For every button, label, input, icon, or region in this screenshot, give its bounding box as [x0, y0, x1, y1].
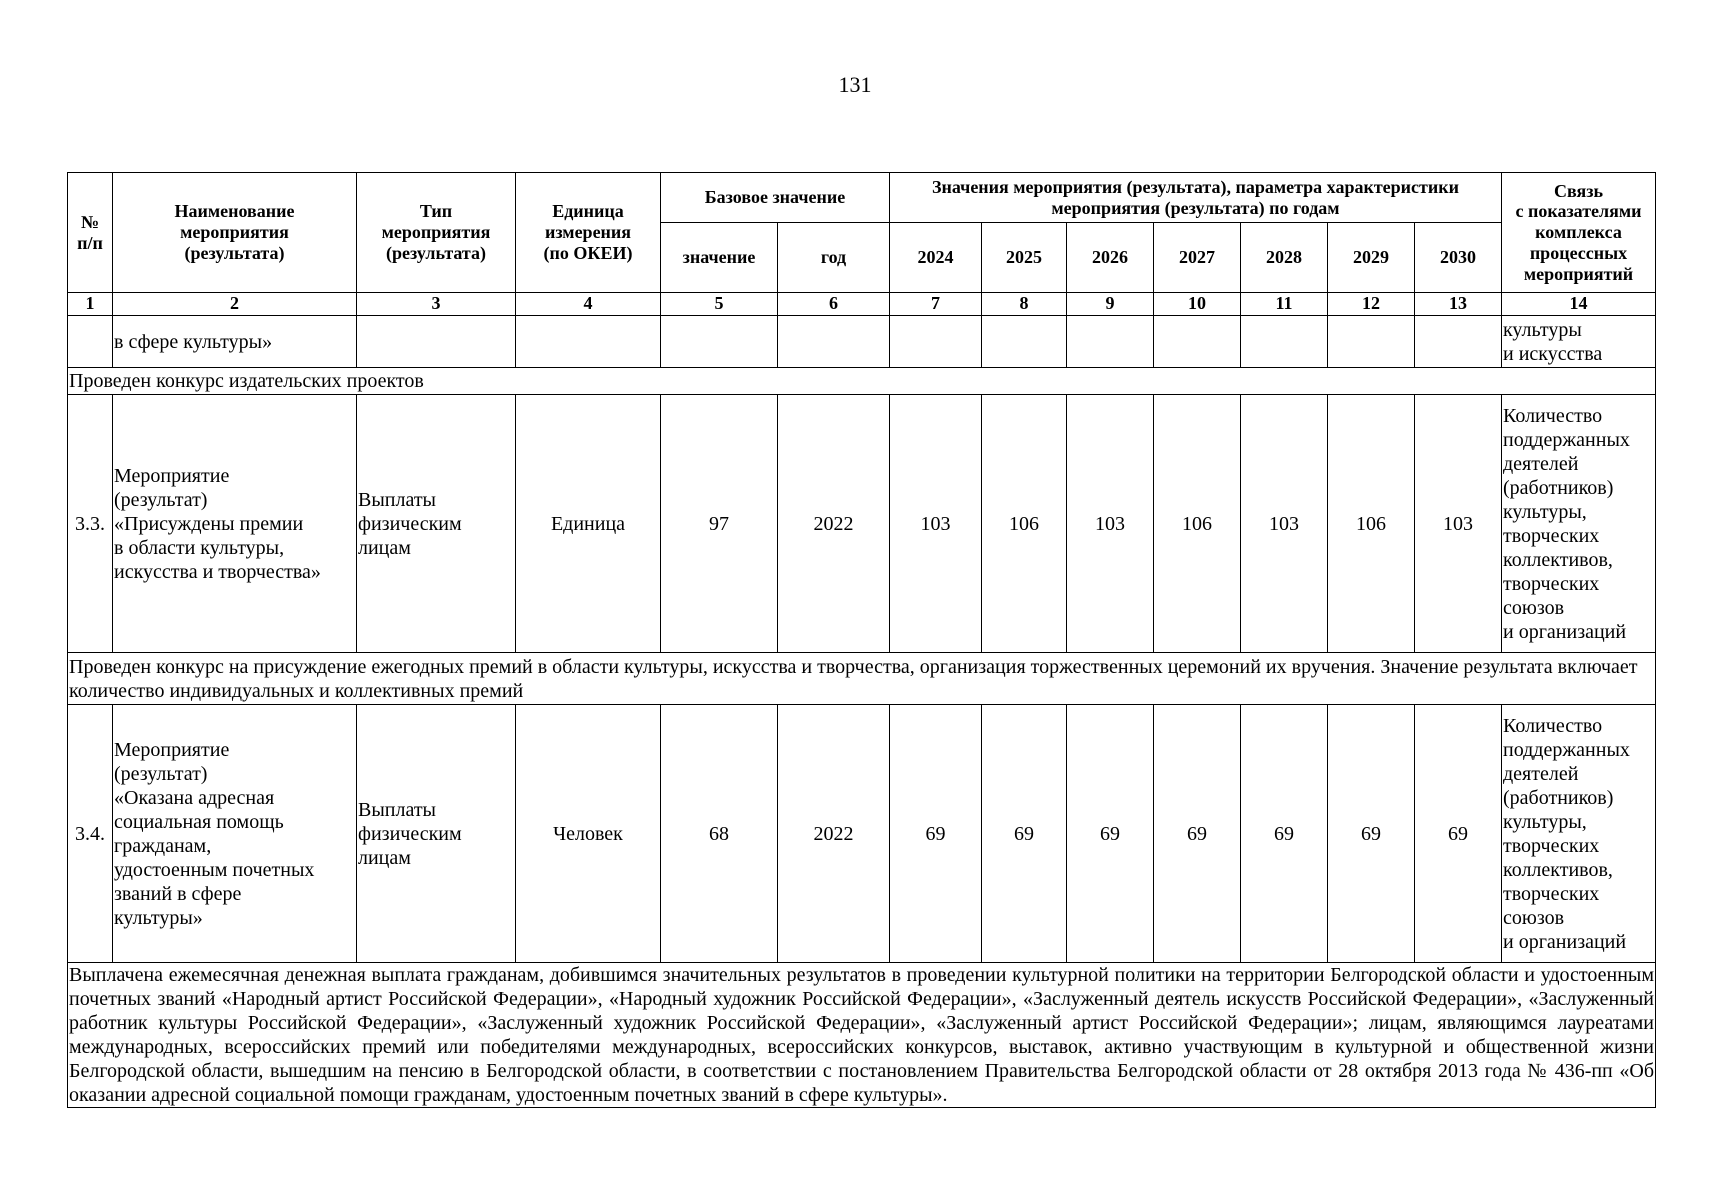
row-value-2025: 69 — [982, 705, 1067, 963]
note-row — [68, 368, 1656, 395]
cell-empty — [982, 316, 1067, 368]
header-type: Тип мероприятия (результата) — [357, 173, 516, 293]
row-value-2029: 106 — [1328, 395, 1415, 653]
column-number: 5 — [661, 293, 778, 316]
cell-empty — [661, 316, 778, 368]
note-row — [68, 653, 1656, 705]
cell-empty — [1241, 316, 1328, 368]
page-number: 131 — [838, 72, 872, 97]
row-base-value: 97 — [661, 395, 778, 653]
column-number: 9 — [1067, 293, 1154, 316]
cell-empty — [516, 316, 661, 368]
row-base-value: 68 — [661, 705, 778, 963]
column-number: 8 — [982, 293, 1067, 316]
row-num: 3.3. — [68, 395, 113, 653]
row-value-2025: 106 — [982, 395, 1067, 653]
column-number: 13 — [1415, 293, 1502, 316]
row-link: Количество поддержанных деятелей (работников) культуры, творческих коллективов, творческих союзов и организаций — [1502, 395, 1656, 653]
note-awards-contest: Проведен конкурс на присуждение ежегодных премий в области культуры, искусства и творчества, организация торжественных церемоний их вручения. Значение результата включает количество индивидуальных и коллективных премий — [68, 653, 1656, 705]
cell-empty — [1067, 316, 1154, 368]
row-name: Мероприятие (результат) «Присуждены премии в области культуры, искусства и творчества» — [113, 395, 357, 653]
continued-name: в сфере культуры» — [113, 316, 357, 368]
row-type: Выплаты физическим лицам — [357, 395, 516, 653]
header-year-2028: 2028 — [1241, 223, 1328, 293]
cell-empty — [778, 316, 890, 368]
column-number: 1 — [68, 293, 113, 316]
results-table — [67, 172, 1656, 1108]
row-value-2030: 103 — [1415, 395, 1502, 653]
note-publishing-contest: Проведен конкурс издательских проектов — [68, 368, 1656, 395]
row-value-2028: 103 — [1241, 395, 1328, 653]
row-unit: Человек — [516, 705, 661, 963]
row-value-2026: 103 — [1067, 395, 1154, 653]
cell-empty — [1154, 316, 1241, 368]
row-value-2027: 69 — [1154, 705, 1241, 963]
row-link: Количество поддержанных деятелей (работников) культуры, творческих коллективов, творческих союзов и организаций — [1502, 705, 1656, 963]
table-row-3-3 — [68, 395, 1656, 653]
header-year-2029: 2029 — [1328, 223, 1415, 293]
header-base-year: год — [778, 223, 890, 293]
row-base-year: 2022 — [778, 705, 890, 963]
column-number: 14 — [1502, 293, 1656, 316]
row-value-2029: 69 — [1328, 705, 1415, 963]
header-values-group: Значения мероприятия (результата), параметра характеристики мероприятия (результата) по годам — [890, 173, 1502, 223]
column-number: 10 — [1154, 293, 1241, 316]
continued-row — [68, 316, 1656, 368]
header-link: Связь с показателями комплекса процессных мероприятий — [1502, 173, 1656, 293]
cell-empty — [890, 316, 982, 368]
row-value-2028: 69 — [1241, 705, 1328, 963]
header-year-2026: 2026 — [1067, 223, 1154, 293]
continued-link: культуры и искусства — [1502, 316, 1656, 368]
row-type: Выплаты физическим лицам — [357, 705, 516, 963]
header-row-1 — [68, 173, 1656, 223]
column-number: 6 — [778, 293, 890, 316]
header-year-2025: 2025 — [982, 223, 1067, 293]
column-number: 11 — [1241, 293, 1328, 316]
row-unit: Единица — [516, 395, 661, 653]
cell-empty — [1415, 316, 1502, 368]
header-year-2027: 2027 — [1154, 223, 1241, 293]
row-value-2030: 69 — [1415, 705, 1502, 963]
table-row-3-4 — [68, 705, 1656, 963]
header-year-2024: 2024 — [890, 223, 982, 293]
header-base: Базовое значение — [661, 173, 890, 223]
row-name: Мероприятие (результат) «Оказана адресная социальная помощь гражданам, удостоенным почетных званий в сфере культуры» — [113, 705, 357, 963]
row-num: 3.4. — [68, 705, 113, 963]
column-number: 3 — [357, 293, 516, 316]
note-row — [68, 963, 1656, 1108]
header-year-2030: 2030 — [1415, 223, 1502, 293]
column-number: 12 — [1328, 293, 1415, 316]
header-num: № п/п — [68, 173, 113, 293]
row-base-year: 2022 — [778, 395, 890, 653]
header-unit: Единица измерения (по ОКЕИ) — [516, 173, 661, 293]
column-number: 4 — [516, 293, 661, 316]
row-value-2024: 69 — [890, 705, 982, 963]
cell-empty — [68, 316, 113, 368]
row-value-2026: 69 — [1067, 705, 1154, 963]
row-value-2024: 103 — [890, 395, 982, 653]
cell-empty — [1328, 316, 1415, 368]
header-base-value: значение — [661, 223, 778, 293]
note-monthly-payment: Выплачена ежемесячная денежная выплата гражданам, добившимся значительных результатов в проведении культурной политики на территории Белгородской области и удостоенным почетных званий «Народный артист Российской Федерации», «Народный художник Российской Федерации», «Заслуженный деятель искусств Российской Федерации», «Заслуженный работник культуры Российской Федерации», «Заслуженный художник Российской Федерации», «Заслуженный артист Российской Федерации»; лицам, являющимся лауреатами международных, всероссийских премий или победителями международных, всероссийских конкурсов, выставок, активно участвующим в культурной и общественной жизни Белгородской области, вышедшим на пенсию в Белгородской области, в соответствии с постановлением Правительства Белгородской области от 28 октября 2013 года № 436-пп «Об оказании адресной социальной помощи гражданам, удостоенным почетных званий в сфере культуры». — [69, 964, 1654, 1106]
column-number: 2 — [113, 293, 357, 316]
column-numbers-row — [68, 293, 1656, 316]
row-value-2027: 106 — [1154, 395, 1241, 653]
column-number: 7 — [890, 293, 982, 316]
cell-empty — [357, 316, 516, 368]
header-name: Наименование мероприятия (результата) — [113, 173, 357, 293]
